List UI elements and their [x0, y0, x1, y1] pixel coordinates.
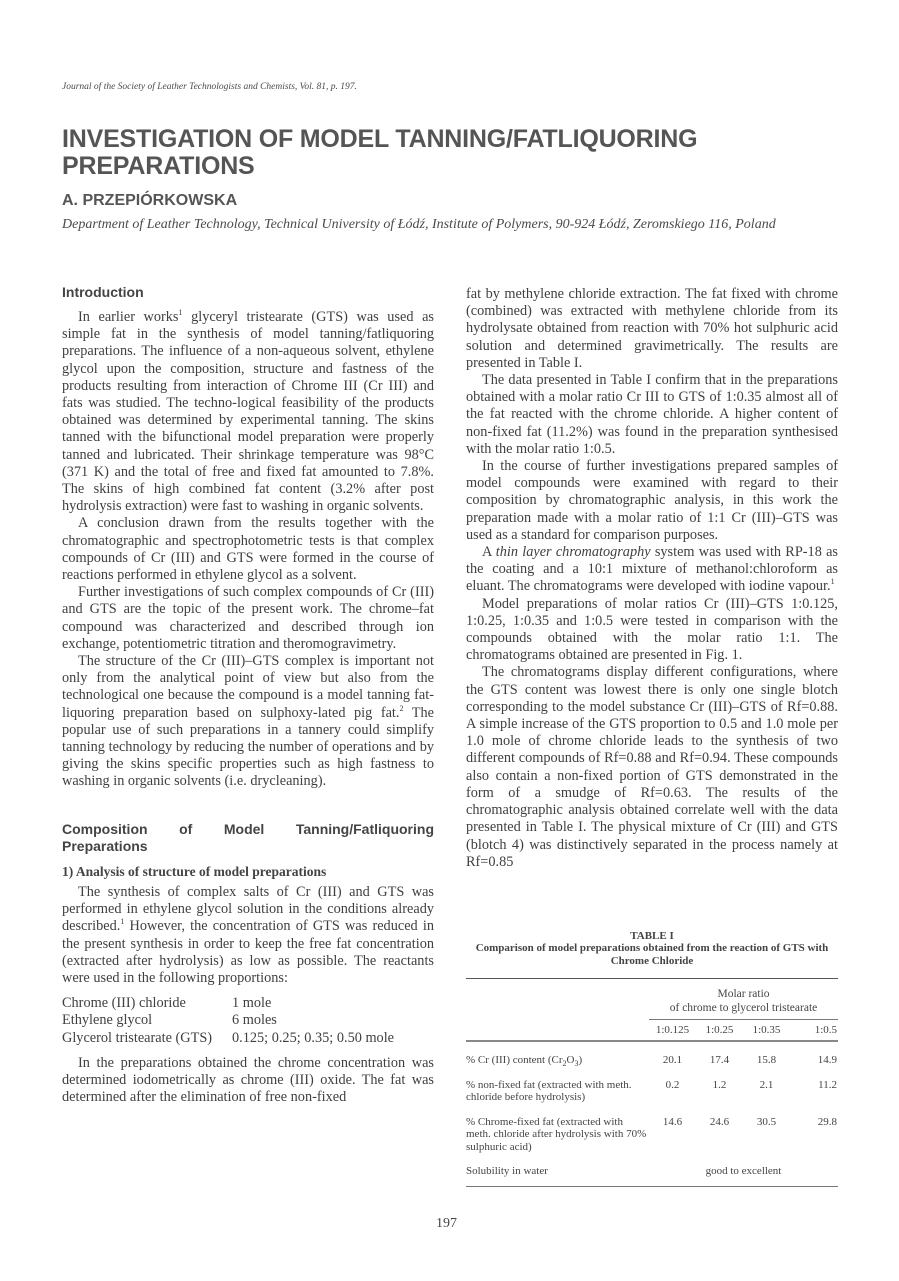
- text: glyceryl tristearate (GTS) was used as simple fat in the synthesis of model tanning/fatliquoring preparations. The influence of a non-aqueous solvent, ethylene glycol upon the composition, structure and fastness of the products resulting from interaction of Chrome III (Cr III) and fats was studied. The techno-logical feasibility of the products obtained was determined by experimental tanning. The skins tanned with the bifunctional model preparation were properly tanned and lubricated. Their shrinkage temperature was 98°C (371 K) and the total of free and fixed fat amounted to 7.8%. The skins of high combined fat content (3.2% after post hydrolysis extraction) were fast to washing in organic solvents.: [62, 309, 434, 515]
- cell: 15.8: [756, 1054, 777, 1066]
- reactant-name: Ethylene glycol: [62, 1012, 153, 1029]
- cell: 17.4: [709, 1054, 730, 1066]
- table-rule: [466, 1186, 838, 1187]
- reactants-list: [62, 995, 434, 1047]
- right-column: [466, 286, 838, 871]
- cell: 30.5: [756, 1115, 777, 1128]
- paragraph: [62, 309, 434, 515]
- paragraph: In the preparations obtained the chrome concentration was determined iodometrically as chrome (III) oxide. The fat was determined after the elimination of free non-fixed: [62, 1054, 434, 1106]
- subsection-heading: 1) Analysis of structure of model preparations: [62, 863, 327, 879]
- row-label: % Chrome-fixed fat (extracted with meth. chloride after hydrolysis with 70% sulphuric acid): [466, 1115, 647, 1153]
- text: In earlier works: [78, 309, 179, 325]
- reactant-amount: 0.125; 0.25; 0.35; 0.50 mole: [232, 1029, 395, 1046]
- paragraph: fat by methylene chloride extraction. The fat fixed with chrome (combined) was extracted with methylene chloride from its hydrolysate obtained from reaction with 70% hot sulphuric acid solution and determined gravimetrically. The results are presented in Table I.: [466, 286, 838, 371]
- group-header-line: of chrome to glycerol tristearate: [669, 1002, 818, 1014]
- row-label: % non-fixed fat (extracted with meth. chloride before hydrolysis): [466, 1078, 632, 1103]
- footnote-ref: 1: [830, 577, 835, 587]
- column-header: 1:0.125: [655, 1024, 690, 1036]
- paragraph: Further investigations of such complex compounds of Cr (III) and GTS are the topic of the present work. The chrome–fat compound was characterized and described through ion exchange, potentiometric titration and theromogravimetry.: [62, 584, 434, 652]
- row-label: % Cr (III) content $(Cr_2O_3)$: [466, 1054, 583, 1069]
- cell-span: good to excellent: [705, 1165, 782, 1177]
- reactant-name: Glycerol tristearate (GTS): [62, 1029, 213, 1046]
- article-title: INVESTIGATION OF MODEL TANNING/FATLIQUORING PREPARATIONS: [62, 125, 698, 180]
- left-column: [62, 284, 434, 1106]
- table-row: [466, 1054, 838, 1067]
- row-values: [649, 1079, 837, 1104]
- reactant-name: Chrome (III) chloride: [62, 995, 186, 1012]
- footnote-ref: 2: [399, 703, 404, 713]
- emphasis: thin layer chromatography: [495, 544, 651, 561]
- reactant-amount: 1 mole: [232, 995, 272, 1012]
- paragraph: [62, 653, 434, 791]
- text: The synthesis of complex salts of Cr (III) and GTS was performed in ethylene glycol solution in the conditions already described.: [62, 883, 434, 935]
- table-column-headers: [649, 1020, 838, 1040]
- paragraph: A conclusion drawn from the results together with the chromatographic and spectrophotometric tests is that complex compounds of Cr (III) and GTS were formed in the course of reactions performed in ethylene glycol as a solvent.: [62, 515, 434, 584]
- text: However, the concentration of GTS was reduced in the present synthesis in order to keep the free fat concentration (extracted after hydrolysis) as low as possible. The reactants were used in the following proportions:: [62, 918, 434, 986]
- table-i: [466, 930, 838, 1187]
- cell: 14.6: [662, 1115, 683, 1128]
- reactant-row: [62, 995, 434, 1012]
- table-row: [466, 1116, 838, 1154]
- cell: 29.8: [817, 1115, 837, 1128]
- group-header-line: Molar ratio: [717, 988, 770, 1000]
- row-values: [649, 1054, 837, 1067]
- table-row: [466, 1079, 838, 1104]
- table-row: [466, 1165, 838, 1178]
- paragraph: The chromatograms display different configurations, where the GTS content was lowest there is only one single blotch corresponding to the model substance Cr (III)–GTS of Rf=0.88. A simple increase of the GTS proportion to 0.5 and 1.0 mole per 1.0 mole of chrome chloride leads to the synthesis of two different compounds of Rf=0.88 and Rf=0.94. These compounds also contain a non-fixed portion of GTS demonstrated in the form of a smudge of Rf=0.63. The results of the chromatographic analysis obtained correlate well with the data presented in Table I. The physical mixture of Cr (III) and GTS (blotch 4) was distinctively separated in the process namely at Rf=0.85: [466, 664, 838, 870]
- cell: 0.2: [665, 1078, 680, 1091]
- text: The structure of the Cr (III)–GTS complex is important not only from the analytical point of view but also from the technological one because the compound is a model tanning fat-liquoring preparation based on sulphoxy-lated pig fat.: [62, 653, 434, 721]
- cell: 24.6: [709, 1115, 730, 1128]
- row-values: [649, 1116, 837, 1154]
- page-number: 197: [436, 1216, 457, 1231]
- running-head: Journal of the Society of Leather Technologists and Chemists, Vol. 81, p. 197.: [62, 82, 357, 92]
- column-header: 1:0.25: [705, 1024, 734, 1036]
- author-affiliation: Department of Leather Technology, Technical University of Łódź, Institute of Polymers, 90-924 Łódź, Zeromskiego 116, Poland: [62, 217, 776, 232]
- cell: 14.9: [817, 1054, 837, 1066]
- author-name: A. PRZEPIÓRKOWSKA: [62, 192, 238, 209]
- section-heading-composition: Composition of Model Tanning/Fatliquoring Preparations: [62, 820, 434, 854]
- cell: 20.1: [662, 1054, 683, 1066]
- cell: 2.1: [759, 1078, 774, 1091]
- reactant-row: [62, 1012, 434, 1029]
- reactant-row: [62, 1030, 434, 1047]
- footnote-ref: 1: [120, 917, 125, 927]
- row-label: Solubility in water: [466, 1165, 548, 1177]
- text: The popular use of such preparations in a tannery could simplify tanning technology by reducing the number of operations and by giving the skins specific properties such as high fastness to washing in organic solvents (i.e. drycleaning).: [62, 704, 434, 790]
- text: system was used with RP-18 as the coating and a 10:1 mixture of methanol:chloroform as eluant. The chromatograms were developed with iodine vapour.: [466, 544, 838, 595]
- table-rule: [466, 1040, 838, 1042]
- column-header: 1:0.35: [752, 1024, 781, 1036]
- paragraph: The data presented in Table I confirm that in the preparations obtained with a molar ratio Cr III to GTS of 1:0.35 almost all of the fat reacted with the chrome chloride. A higher content of non-fixed fat (11.2%) was found in the preparation synthesised with the molar ratio 1:0.5.: [466, 372, 838, 457]
- reactant-amount: 6 moles: [232, 1012, 277, 1029]
- paragraph: [466, 544, 838, 596]
- table-caption: Comparison of model preparations obtained from the reaction of GTS with Chrome Chloride: [475, 942, 829, 967]
- paragraph: Model preparations of molar ratios Cr (III)–GTS 1:0.125, 1:0.25, 1:0.35 and 1:0.5 were tested in comparison with the compounds obtained with the molar ratio 1:1. The chromatograms obtained are presented in Fig. 1.: [466, 595, 838, 664]
- text: A: [482, 544, 496, 561]
- paragraph: In the course of further investigations prepared samples of model compounds were examined with regard to their composition by chromatographic analysis, in this work the preparation made with a molar ratio of 1:1 Cr (III)–GTS was used as a standard for comparison purposes.: [466, 458, 838, 543]
- table-group-header: [649, 979, 838, 1020]
- paragraph: [62, 884, 434, 987]
- section-heading-introduction: Introduction: [62, 284, 144, 300]
- table-label: TABLE I: [630, 930, 674, 942]
- column-header: 1:0.5: [814, 1024, 837, 1036]
- footnote-ref: 1: [178, 308, 183, 318]
- cell: 11.2: [818, 1078, 837, 1091]
- cell: 1.2: [712, 1078, 727, 1091]
